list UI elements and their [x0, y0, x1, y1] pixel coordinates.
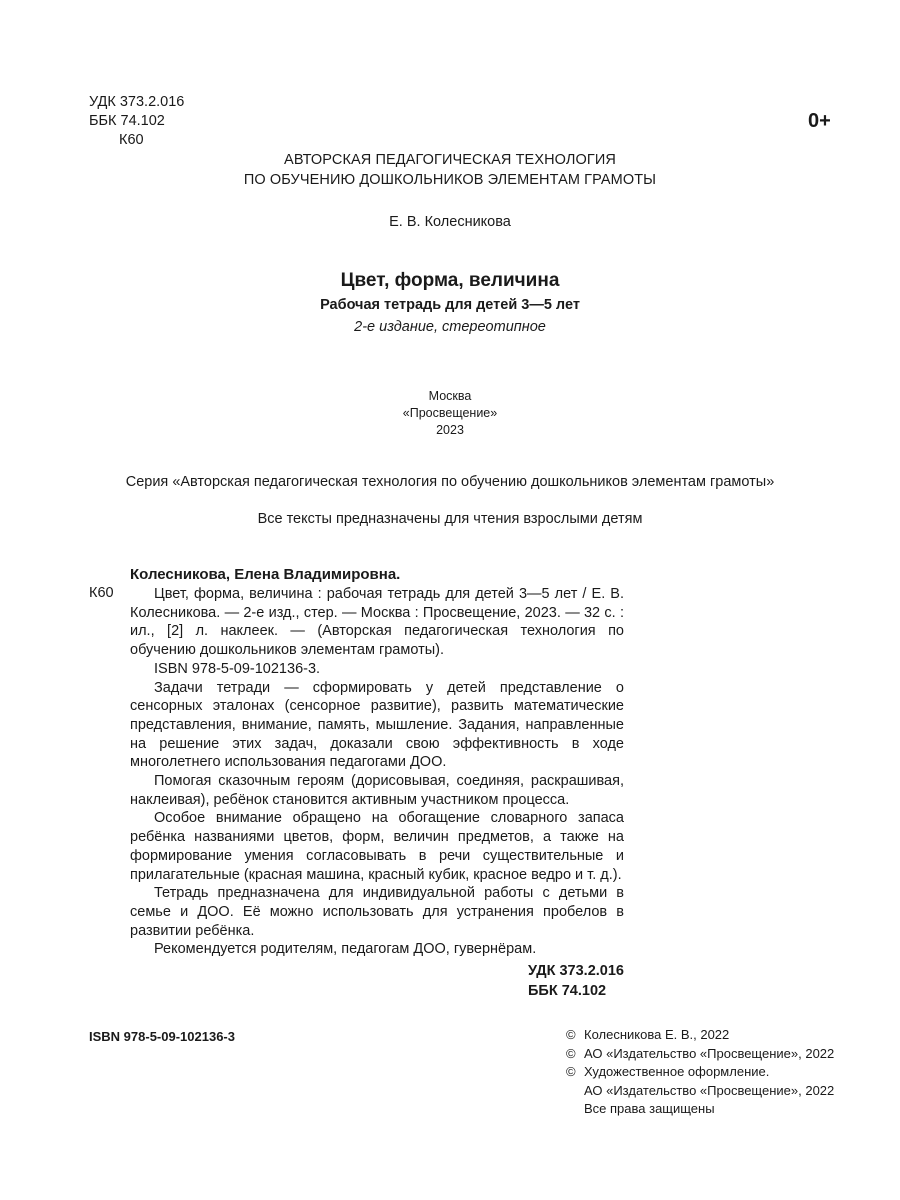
imprint-publisher: «Просвещение»: [402, 406, 498, 420]
copyright-publisher: АО «Издательство «Просвещение», 2022: [584, 1045, 835, 1061]
copyright-design: Художественное оформление.: [584, 1064, 770, 1079]
copyright-symbol: ©: [566, 1027, 576, 1042]
copyright-symbol: ©: [566, 1045, 576, 1061]
card-bibliographic: Цвет, форма, величина : рабочая тетрадь для детей 3—5 лет / Е. В. Колесникова. — 2-е изд., стер. — Москва : Просвещение, 2023. — 32 с. : ил., [2] л. наклеек. — (Авторская педагогическая технология по обучению дошкольников элементам грамоты).: [130, 586, 624, 659]
card-udk: УДК 373.2.016: [528, 963, 624, 980]
book-title: Цвет, форма, величина: [340, 270, 560, 291]
imprint-year: 2023: [436, 423, 464, 437]
bbk-code: ББК 74.102: [89, 113, 165, 129]
technology-line-1: АВТОРСКАЯ ПЕДАГОГИЧЕСКАЯ ТЕХНОЛОГИЯ: [284, 152, 616, 168]
card-codes: [130, 961, 624, 1001]
edition-info: 2-е издание, стереотипное: [354, 319, 546, 335]
rights-reserved: Все права защищены: [584, 1101, 715, 1116]
card-bbk: ББК 74.102: [528, 983, 607, 1000]
technology-heading: [0, 150, 900, 190]
isbn-footer: ISBN 978-5-09-102136-3: [89, 1029, 235, 1044]
imprint: [0, 388, 900, 439]
card-paragraph: Особое внимание обращено на обогащение словарного запаса ребёнка названиями цветов, форм, величин предметов, а также на формирование умения согласовывать в речи существительные и прилагательные (красная машина, красный кубик, красное ведро и т. д.).: [130, 810, 624, 883]
card-isbn: ISBN 978-5-09-102136-3.: [154, 660, 321, 677]
card-paragraph: Помогая сказочным героям (дорисовывая, соединяя, раскрашивая, наклеивая), ребёнок становится активным участником процесса.: [130, 773, 624, 808]
catalog-card: [130, 564, 624, 1001]
series-name: Серия «Авторская педагогическая технология по обучению дошкольников элементам грамоты»: [125, 474, 775, 490]
book-subtitle: Рабочая тетрадь для детей 3—5 лет: [320, 297, 580, 313]
card-paragraph: Тетрадь предназначена для индивидуальной работы с детьми в семье и ДОО. Её можно использовать для устранения пробелов в развитии ребёнка.: [130, 885, 624, 939]
copyright-author: Колесникова Е. В., 2022: [584, 1027, 730, 1042]
card-paragraph: Задачи тетради — сформировать у детей представление о сенсорных эталонах (сенсорное развитие), развить математические представления, внимание, память, мышление. Задания, направленные на решение этих задач, доказали свою эффективность в ходе многолетнего использования педагогами ДОО.: [130, 679, 624, 771]
author-sign: К60: [119, 132, 144, 148]
reading-notice: Все тексты предназначены для чтения взрослыми детям: [257, 511, 643, 527]
card-author-full: Колесникова, Елена Владимировна.: [130, 566, 401, 583]
copyright-symbol: ©: [566, 1064, 576, 1079]
copyright-block: [566, 1026, 834, 1119]
udk-code: УДК 373.2.016: [89, 94, 185, 110]
copyright-design-publisher: АО «Издательство «Просвещение», 2022: [584, 1082, 835, 1098]
imprint-city: Москва: [428, 389, 472, 403]
card-paragraph: Рекомендуется родителям, педагогам ДОО, гувернёрам.: [154, 941, 537, 958]
age-rating: 0+: [808, 110, 831, 132]
technology-line-2: ПО ОБУЧЕНИЮ ДОШКОЛЬНИКОВ ЭЛЕМЕНТАМ ГРАМОТЫ: [243, 172, 657, 188]
card-author-sign: К60: [89, 585, 114, 601]
card-description: [130, 679, 624, 960]
top-classification-codes: [89, 93, 184, 150]
author-name: Е. В. Колесникова: [389, 214, 511, 230]
